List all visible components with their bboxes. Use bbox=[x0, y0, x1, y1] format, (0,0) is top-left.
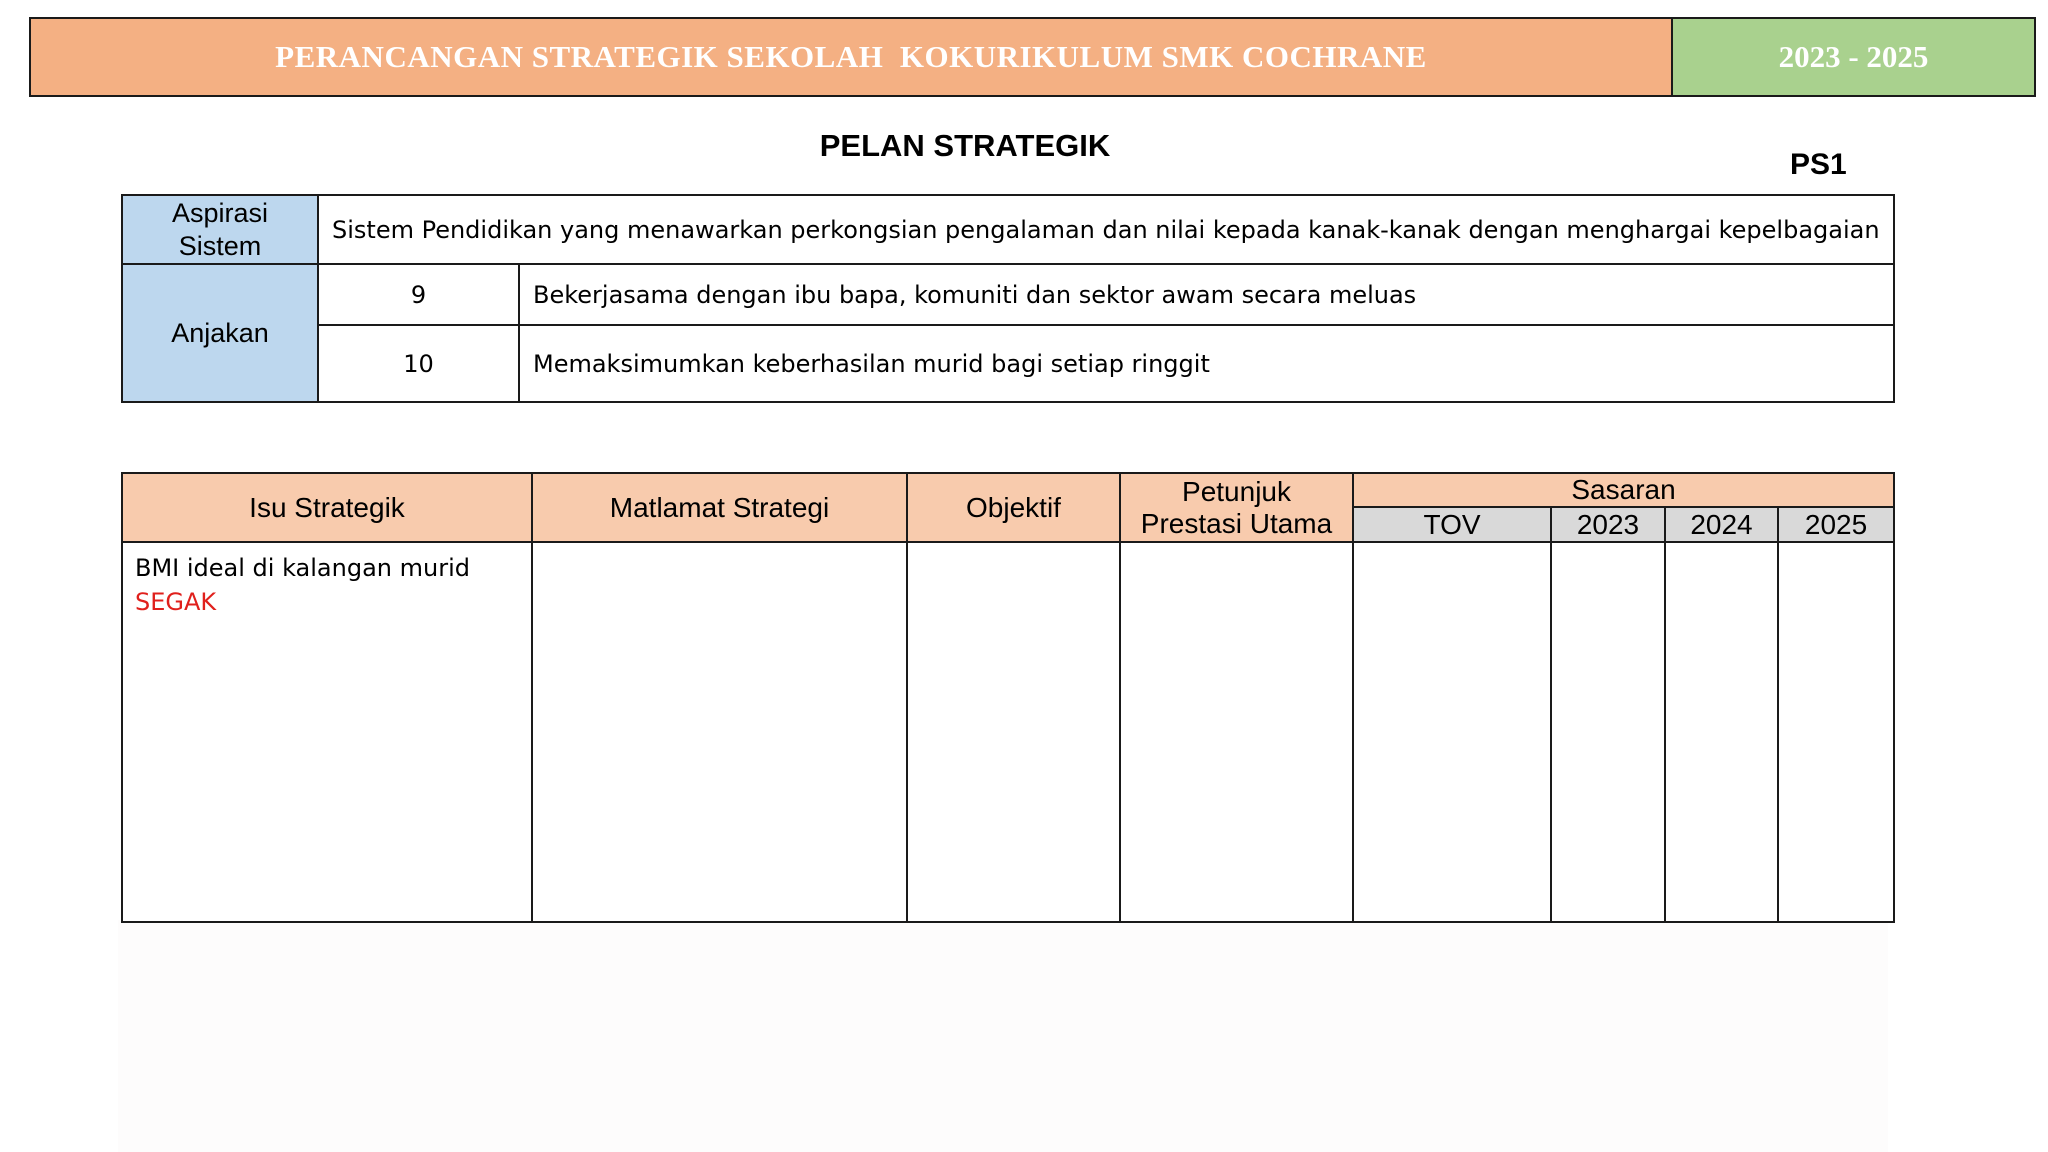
subheader-2023: 2023 bbox=[1551, 507, 1665, 542]
document-code: PS1 bbox=[1790, 148, 1847, 181]
anjakan-number: 9 bbox=[318, 264, 519, 325]
strategy-table bbox=[121, 472, 1895, 923]
subheader-2025: 2025 bbox=[1778, 507, 1894, 542]
banner-title: PERANCANGAN STRATEGIK SEKOLAH KOKURIKULUM SMK COCHRANE bbox=[31, 19, 1673, 95]
anjakan-number: 10 bbox=[318, 325, 519, 402]
cell-tov bbox=[1353, 542, 1551, 922]
header-sasaran: Sasaran bbox=[1353, 473, 1894, 507]
anjakan-text: Memaksimumkan keberhasilan murid bagi setiap ringgit bbox=[519, 325, 1894, 402]
cell-petunjuk bbox=[1120, 542, 1353, 922]
cell-2024 bbox=[1665, 542, 1778, 922]
header-matlamat-strategi: Matlamat Strategi bbox=[532, 473, 907, 542]
header-petunjuk-prestasi: Petunjuk Prestasi Utama bbox=[1120, 473, 1353, 542]
cell-isu-strategik bbox=[122, 542, 532, 922]
banner-years: 2023 - 2025 bbox=[1673, 19, 2034, 95]
aspirasi-label: Aspirasi Sistem bbox=[122, 195, 318, 264]
cell-objektif bbox=[907, 542, 1120, 922]
cell-matlamat bbox=[532, 542, 907, 922]
isu-text: BMI ideal di kalangan murid bbox=[135, 554, 470, 582]
anjakan-text: Bekerjasama dengan ibu bapa, komuniti dan sektor awam secara meluas bbox=[519, 264, 1894, 325]
header-objektif: Objektif bbox=[907, 473, 1120, 542]
cell-2025 bbox=[1778, 542, 1894, 922]
subheader-2024: 2024 bbox=[1665, 507, 1778, 542]
aspirasi-table bbox=[121, 194, 1895, 403]
header-banner bbox=[29, 17, 2036, 97]
table-row bbox=[122, 542, 1894, 922]
header-isu-strategik: Isu Strategik bbox=[122, 473, 532, 542]
anjakan-label: Anjakan bbox=[122, 264, 318, 402]
subheader-tov: TOV bbox=[1353, 507, 1551, 542]
aspirasi-text: Sistem Pendidikan yang menawarkan perkongsian pengalaman dan nilai kepada kanak-kanak dengan menghargai kepelbagaian bbox=[318, 195, 1894, 264]
isu-tag: SEGAK bbox=[135, 588, 217, 616]
page-title: PELAN STRATEGIK bbox=[819, 128, 1111, 163]
page-background bbox=[118, 920, 1888, 1152]
cell-2023 bbox=[1551, 542, 1665, 922]
